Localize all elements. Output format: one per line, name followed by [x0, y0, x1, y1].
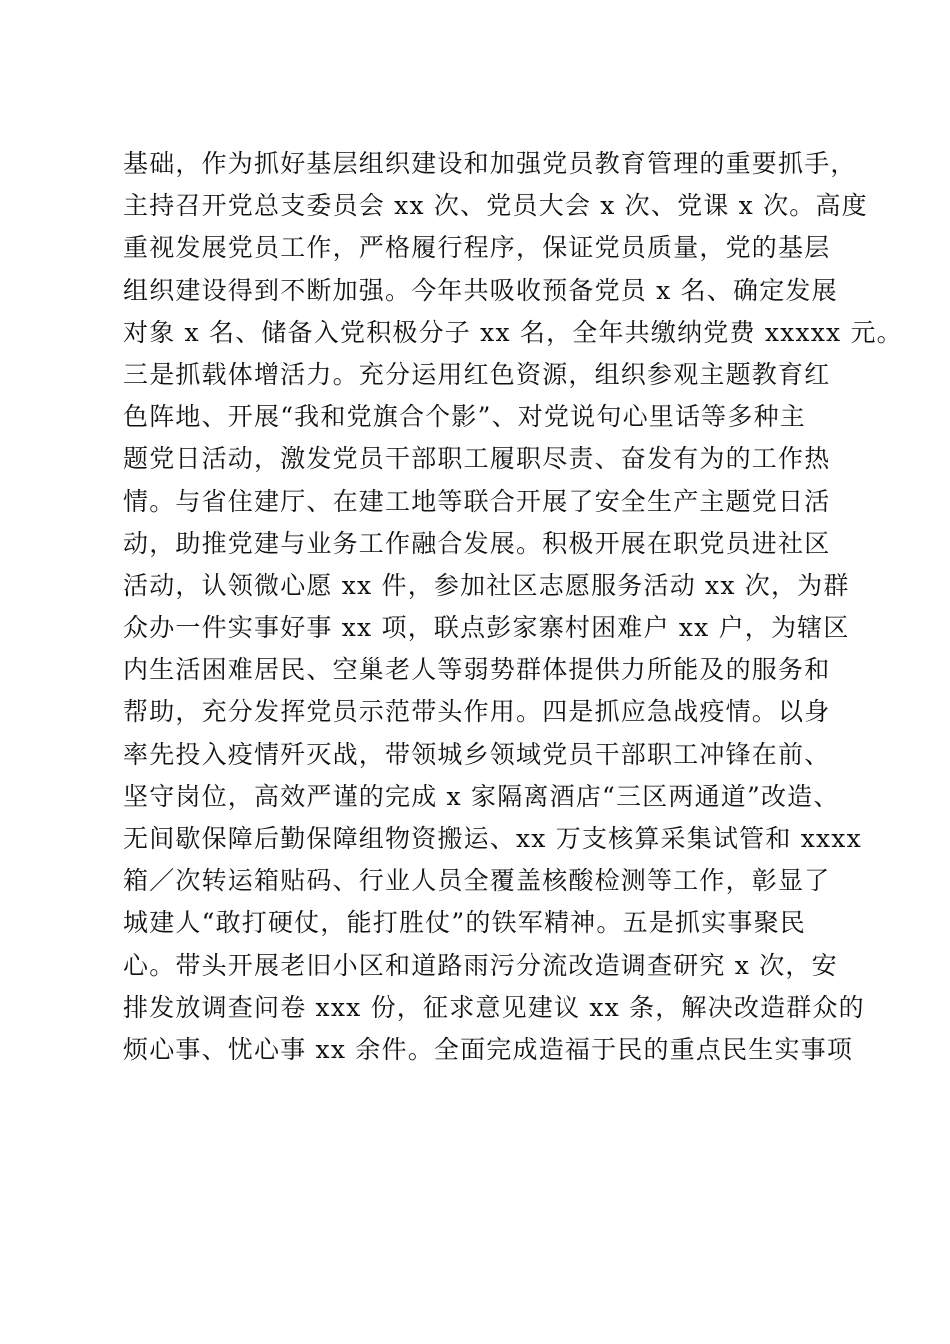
text-line: 色阵地、开展“我和党旗合个影”、对党说句心里话等多种主 [123, 402, 806, 432]
text-line: 重视发展党员工作，严格履行程序，保证党员质量，党的基层 [123, 233, 831, 263]
text-line: 箱／次转运箱贴码、行业人员全覆盖核酸检测等工作，彰显了 [123, 866, 831, 896]
text-line: 内生活困难居民、空巢老人等弱势群体提供力所能及的服务和 [123, 655, 831, 685]
text-line: 坚守岗位，高效严谨的完成 x 家隔离酒店“三区两通道”改造、 [123, 781, 840, 811]
text-line: 动，助推党建与业务工作融合发展。积极开展在职党员进社区 [123, 528, 831, 558]
text-line: 城建人“敢打硬仗，能打胜仗”的铁军精神。五是抓实事聚民 [123, 908, 806, 938]
body-text [123, 143, 903, 1071]
text-line: 烦心事、忧心事 xx 余件。全面完成造福于民的重点民生实事项 [123, 1034, 854, 1064]
text-line: 无间歇保障后勤保障组物资搬运、xx 万支核算采集试管和 xxxx [123, 824, 862, 853]
text-line: 对象 x 名、储备入党积极分子 xx 名，全年共缴纳党费 xxxxx 元。 [123, 317, 903, 347]
text-line: 基础，作为抓好基层组织建设和加强党员教育管理的重要抓手， [123, 149, 857, 178]
text-line: 众办一件实事好事 xx 项，联点彭家寨村困难户 xx 户，为辖区 [123, 613, 850, 643]
text-line: 心。带头开展老旧小区和道路雨污分流改造调查研究 x 次，安 [123, 950, 838, 980]
text-line: 活动，认领微心愿 xx 件，参加社区志愿服务活动 xx 次，为群 [123, 570, 850, 600]
text-line: 主持召开党总支委员会 xx 次、党员大会 x 次、党课 x 次。高度 [123, 191, 868, 221]
text-line: 帮助，充分发挥党员示范带头作用。四是抓应急战疫情。以身 [123, 697, 831, 727]
text-line: 题党日活动，激发党员干部职工履职尽责、奋发有为的工作热 [123, 444, 831, 474]
text-line: 率先投入疫情歼灭战，带领城乡领域党员干部职工冲锋在前、 [123, 739, 831, 769]
text-line: 情。与省住建厅、在建工地等联合开展了安全生产主题党日活 [123, 486, 831, 516]
text-line: 三是抓载体增活力。充分运用红色资源，组织参观主题教育红 [123, 359, 831, 389]
text-line: 组织建设得到不断加强。今年共吸收预备党员 x 名、确定发展 [123, 275, 838, 305]
text-line: 排发放调查问卷 xxx 份，征求意见建议 xx 条，解决改造群众的 [123, 992, 865, 1022]
